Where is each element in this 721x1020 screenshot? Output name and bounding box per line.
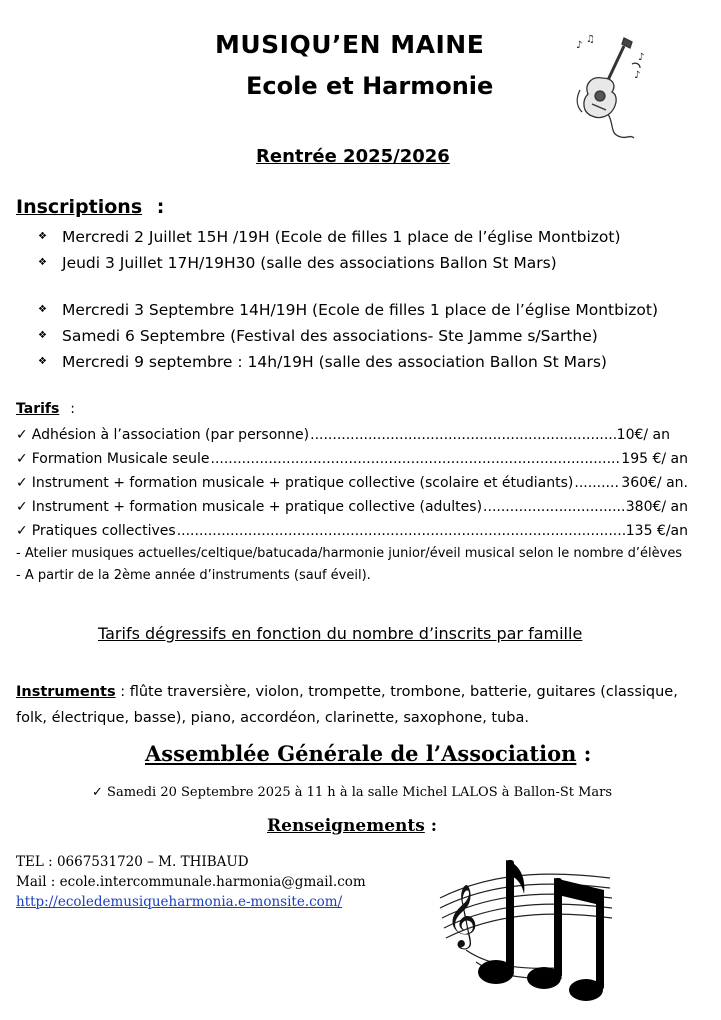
svg-text:♪: ♪	[634, 70, 641, 81]
list-item-text: Mercredi 3 Septembre 14H/19H (Ecole de filles 1 place de l’église Montbizot)	[62, 301, 659, 319]
tarif-price: 195 €/ an	[621, 451, 688, 467]
assemblee-heading	[145, 741, 591, 766]
inscriptions-list-2	[38, 297, 658, 375]
check-icon: ✓	[16, 523, 28, 539]
diamond-bullet-icon: ❖	[38, 356, 47, 367]
inscriptions-heading	[16, 196, 164, 218]
school-name: MUSIQU’EN MAINE	[215, 30, 485, 59]
list-item	[38, 323, 658, 349]
check-icon: ✓	[16, 451, 28, 467]
tarif-label: Instrument + formation musicale + pratique collective (scolaire et étudiants)	[31, 475, 574, 491]
contact-tel: TEL : 0667531720 – M. THIBAUD	[16, 854, 249, 870]
check-icon: ✓	[16, 499, 28, 515]
diamond-bullet-icon: ❖	[38, 257, 47, 268]
svg-text:𝄞: 𝄞	[446, 884, 478, 947]
svg-text:♪: ♪	[576, 40, 583, 51]
tarifs-list	[16, 423, 688, 587]
list-item	[38, 297, 658, 323]
instruments-paragraph	[16, 679, 686, 731]
check-icon: ✓	[92, 785, 103, 800]
inscriptions-list-1	[38, 224, 621, 276]
check-icon: ✓	[16, 427, 28, 443]
instruments-text: : flûte traversière, violon, trompette, trombone, batterie, guitares (classique, folk, électrique, basse), piano, accordéon, clarinette, saxophone, tuba.	[16, 684, 678, 726]
assemblee-colon: :	[576, 741, 592, 766]
renseignements-heading	[267, 816, 437, 836]
diamond-bullet-icon: ❖	[38, 330, 47, 341]
tarif-note: - Atelier musiques actuelles/celtique/batucada/harmonie junior/éveil musical selon le nombre d’élèves	[16, 546, 683, 561]
contact-block	[16, 852, 366, 912]
list-item	[38, 250, 621, 276]
tarif-note: - A partir de la 2ème année d’instruments (sauf éveil).	[16, 568, 371, 583]
tarifs-label: Tarifs	[16, 401, 60, 417]
svg-text:♪: ♪	[638, 52, 645, 63]
assemblee-date	[92, 785, 612, 800]
tarif-row	[16, 495, 688, 519]
tarif-price: 135 €/an	[625, 523, 688, 539]
contact-mail: Mail : ecole.intercommunale.harmonia@gmail.com	[16, 874, 366, 890]
tarif-label: Formation Musicale seule	[31, 451, 210, 467]
tarifs-heading	[16, 401, 75, 417]
list-item-text: Samedi 6 Septembre (Festival des associations- Ste Jamme s/Sarthe)	[62, 327, 598, 345]
list-item	[38, 224, 621, 250]
tarif-row	[16, 519, 688, 543]
assemblee-date-text: Samedi 20 Septembre 2025 à 11 h à la salle Michel LALOS à Ballon-St Mars	[107, 785, 613, 800]
guitar-icon	[572, 34, 650, 144]
inscriptions-colon: :	[156, 196, 165, 218]
tarif-label: Pratiques collectives	[31, 523, 176, 539]
svg-text:♫: ♫	[586, 34, 595, 45]
school-subtitle: Ecole et Harmonie	[246, 72, 494, 100]
diamond-bullet-icon: ❖	[38, 304, 47, 315]
rentree-heading: Rentrée 2025/2026	[256, 146, 450, 167]
list-item-text: Mercredi 2 Juillet 15H /19H (Ecole de filles 1 place de l’église Montbizot)	[62, 228, 621, 246]
tarif-price: 380€/ an	[625, 499, 688, 515]
tarif-row	[16, 423, 688, 447]
tarif-label: Instrument + formation musicale + pratique collective (adultes)	[31, 499, 483, 515]
tarif-label: Adhésion à l’association (par personne)	[31, 427, 310, 443]
tarif-price: 360€/ an.	[621, 475, 688, 491]
renseignements-title: Renseignements	[267, 816, 425, 836]
list-item-text: Jeudi 3 Juillet 17H/19H30 (salle des associations Ballon St Mars)	[62, 254, 557, 272]
inscriptions-label: Inscriptions	[16, 196, 143, 218]
tarif-row	[16, 447, 688, 471]
list-item	[38, 349, 658, 375]
degressifs-note: Tarifs dégressifs en fonction du nombre d’inscrits par famille	[98, 624, 583, 643]
list-item-text: Mercredi 9 septembre : 14h/19H (salle des association Ballon St Mars)	[62, 353, 607, 371]
check-icon: ✓	[16, 475, 28, 491]
website-link[interactable]: http://ecoledemusiqueharmonia.e-monsite.com/	[16, 894, 343, 910]
diamond-bullet-icon: ❖	[38, 231, 47, 242]
tarif-row	[16, 471, 688, 495]
music-notes-icon	[436, 838, 616, 1008]
tarifs-colon: :	[70, 401, 75, 417]
tarif-price: 10€/ an	[616, 427, 670, 443]
assemblee-title: Assemblée Générale de l’Association	[145, 741, 577, 766]
instruments-label: Instruments	[16, 684, 116, 700]
renseignements-colon: :	[424, 816, 438, 836]
